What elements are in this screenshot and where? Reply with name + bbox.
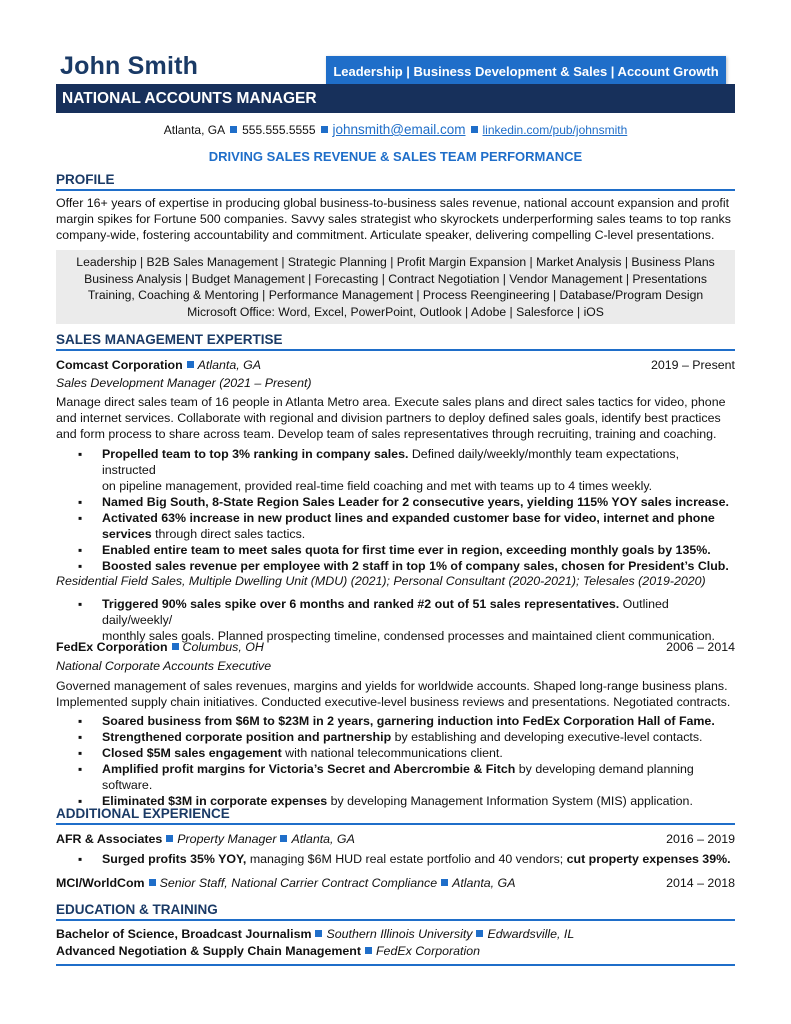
- job-location: Atlanta, GA: [452, 876, 516, 890]
- square-bullet-icon: [166, 835, 173, 842]
- square-bullet-icon: [315, 930, 322, 937]
- square-bullet-icon: [321, 126, 328, 133]
- company-name: AFR & Associates: [56, 832, 163, 846]
- training-org: FedEx Corporation: [375, 944, 480, 958]
- achievement-item: ▪ Enabled entire team to meet sales quota for first time ever in region, exceeding monthly goals by 135%.: [56, 542, 735, 558]
- achievement-list: [56, 596, 735, 644]
- square-bullet-icon: [230, 126, 237, 133]
- linkedin-link[interactable]: linkedin.com/pub/johnsmith: [482, 123, 628, 137]
- achievement-list: [56, 851, 735, 867]
- job-dates: 2006 – 2014: [666, 640, 735, 654]
- skills-box: [56, 250, 735, 324]
- email-link[interactable]: johnsmith@email.com: [332, 122, 466, 137]
- profile-summary: [56, 195, 735, 243]
- square-bullet-icon: [441, 879, 448, 886]
- company-name: Comcast Corporation: [56, 358, 183, 372]
- tagline-box: Leadership | Business Development & Sales | Account Growth: [326, 56, 726, 86]
- skills-line: Business Analysis | Budget Management | Forecasting | Contract Negotiation | Vendor Management | Presentations: [84, 271, 707, 286]
- square-bullet-icon: [187, 361, 194, 368]
- achievement-list: [56, 713, 735, 809]
- job-role: National Corporate Accounts Executive: [56, 659, 272, 673]
- location: Atlanta, GA: [163, 123, 226, 137]
- education-training: [56, 943, 735, 959]
- job-description: [56, 678, 735, 710]
- job-header-comcast: [56, 357, 735, 373]
- training: Advanced Negotiation & Supply Chain Management: [56, 944, 361, 958]
- job-header-afr: [56, 831, 735, 847]
- education-degree: [56, 926, 735, 942]
- section-heading-profile: PROFILE: [56, 172, 735, 191]
- square-bullet-icon: [172, 643, 179, 650]
- achievement-item: ▪ Propelled team to top 3% ranking in company sales. Defined daily/weekly/monthly team expectations, instructed on pipeline management, provided real-time field coaching and met with teams up to 4 times weekly.: [56, 446, 735, 494]
- achievement-item: ▪ Strengthened corporate position and partnership by establishing and developing executive-level contacts.: [56, 729, 735, 745]
- achievement-item: ▪ Triggered 90% sales spike over 6 months and ranked #2 out of 51 sales representatives. Outlined daily/weekly/ monthly sales goals. Planned prospecting timeline, condensed processes and maintained client communication.: [56, 596, 735, 644]
- section-heading-additional: ADDITIONAL EXPERIENCE: [56, 806, 735, 825]
- job-role: Property Manager: [177, 832, 277, 846]
- skills-line: Microsoft Office: Word, Excel, PowerPoint, Outlook | Adobe | Salesforce | iOS: [187, 304, 604, 319]
- achievement-item: ▪ Surged profits 35% YOY, managing $6M HUD real estate portfolio and 40 vendors; cut property expenses 39%.: [56, 851, 735, 867]
- achievement-item: ▪ Activated 63% increase in new product lines and expanded customer base for video, internet and phone services through direct sales tactics.: [56, 510, 735, 542]
- school: Southern Illinois University: [326, 927, 473, 941]
- phone: 555.555.5555: [242, 123, 316, 137]
- school-location: Edwardsville, IL: [487, 927, 575, 941]
- square-bullet-icon: [280, 835, 287, 842]
- skills-line: Training, Coaching & Mentoring | Performance Management | Process Reengineering | Database/Program Design: [87, 288, 704, 302]
- description-line: and internet services. Collaborate with regional and division partners to deploy defined sales goals, identify best practices: [56, 411, 721, 425]
- job-location: Atlanta, GA: [197, 358, 262, 372]
- description-line: Implemented supply chain initiatives. Conducted executive-level business reviews and presentations. Negotiated contracts.: [56, 695, 731, 709]
- job-role: Sales Development Manager (2021 – Present): [56, 376, 312, 390]
- company-name: MCI/WorldCom: [56, 876, 145, 890]
- job-dates: 2014 – 2018: [666, 876, 735, 890]
- job-location: Atlanta, GA: [291, 832, 355, 846]
- square-bullet-icon: [149, 879, 156, 886]
- achievement-item: ▪ Closed $5M sales engagement with national telecommunications client.: [56, 745, 735, 761]
- section-heading-sales: SALES MANAGEMENT EXPERTISE: [56, 332, 735, 351]
- achievement-item: ▪ Boosted sales revenue per employee with 2 staff in top 1% of company sales, chosen for President’s Club.: [56, 558, 735, 574]
- job-title-bar: NATIONAL ACCOUNTS MANAGER: [56, 84, 735, 113]
- square-bullet-icon: [471, 126, 478, 133]
- section-heading-education: EDUCATION & TRAINING: [56, 902, 735, 921]
- skills-line: Leadership | B2B Sales Management | Strategic Planning | Profit Margin Expansion | Market Analysis | Business Plans: [76, 255, 715, 269]
- job-description: [56, 394, 735, 442]
- job-role: Senior Staff, National Carrier Contract Compliance: [159, 876, 438, 890]
- bottom-divider: [56, 964, 735, 966]
- achievement-item: ▪ Soared business from $6M to $23M in 2 years, garnering induction into FedEx Corporation Hall of Fame.: [56, 713, 735, 729]
- degree: Bachelor of Science, Broadcast Journalism: [56, 927, 312, 941]
- square-bullet-icon: [476, 930, 483, 937]
- achievement-item: ▪ Amplified profit margins for Victoria’s Secret and Abercrombie & Fitch by developing demand planning software.: [56, 761, 735, 793]
- job-dates: 2019 – Present: [650, 358, 735, 372]
- description-line: and form process to share across team. Develop team of sales representatives through recruiting, training and coaching.: [56, 427, 717, 441]
- description-line: Governed management of sales revenues, margins and yields for worldwide accounts. Shaped long-range business plans.: [56, 679, 728, 693]
- job-header-fedex: [56, 639, 735, 655]
- candidate-name: John Smith: [60, 52, 199, 80]
- job-location: Columbus, OH: [182, 640, 264, 654]
- job-header-mci: [56, 875, 735, 891]
- achievement-item: ▪ Eliminated $3M in corporate expenses by developing Management Information System (MIS) application.: [56, 793, 735, 809]
- contact-line: [56, 122, 735, 137]
- profile-line: margin spikes for Fortune 500 companies. Savvy sales strategist who skyrockets underperforming sales teams to top ranks: [56, 212, 731, 226]
- company-name: FedEx Corporation: [56, 640, 168, 654]
- profile-line: company-wide, fostering accountability and commitment. Articulate speaker, delivering compelling C-level presentations.: [56, 228, 715, 242]
- achievement-item: ▪ Named Big South, 8-State Region Sales Leader for 2 consecutive years, yielding 115% YOY sales increase.: [56, 494, 735, 510]
- achievement-list: [56, 446, 735, 574]
- square-bullet-icon: [365, 947, 372, 954]
- headline-banner: DRIVING SALES REVENUE & SALES TEAM PERFORMANCE: [208, 149, 583, 164]
- prior-roles: Residential Field Sales, Multiple Dwelling Unit (MDU) (2021); Personal Consultant (2020-2021); Telesales (2019-2020): [56, 574, 706, 588]
- profile-line: Offer 16+ years of expertise in producing global business-to-business sales revenue, national account expansion and profit: [56, 196, 730, 210]
- description-line: Manage direct sales team of 16 people in Atlanta Metro area. Execute sales plans and direct sales tactics for video, phone: [56, 395, 726, 409]
- job-dates: 2016 – 2019: [666, 832, 735, 846]
